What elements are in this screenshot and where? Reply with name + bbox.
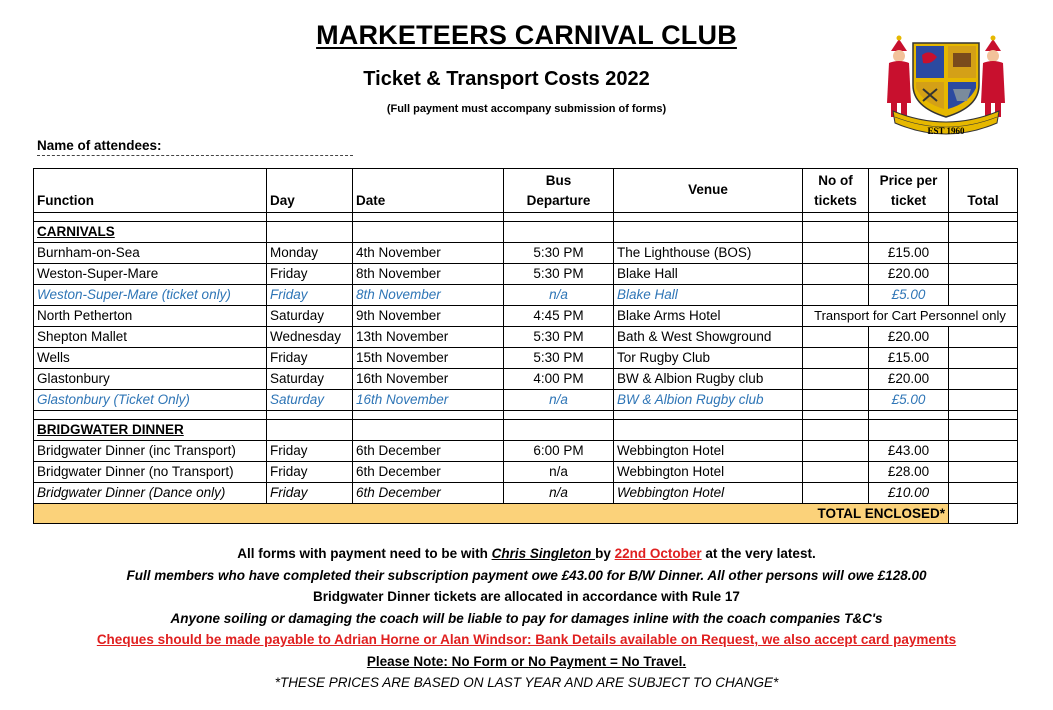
footer-rule17: Bridgwater Dinner tickets are allocated in accordance with Rule 17 bbox=[313, 589, 740, 604]
tickets-cell[interactable] bbox=[803, 441, 869, 462]
total-enclosed-label: TOTAL ENCLOSED* bbox=[34, 504, 949, 524]
total-row bbox=[34, 504, 1018, 524]
table-header-row bbox=[34, 169, 1018, 213]
total-cell[interactable] bbox=[949, 348, 1018, 369]
tickets-cell[interactable] bbox=[803, 285, 869, 306]
table-row: Shepton Mallet Wednesday 13th November 5:30 PM Bath & West Showground £20.00 bbox=[34, 327, 1018, 348]
table-row: Bridgwater Dinner (Dance only) Friday 6th December n/a Webbington Hotel £10.00 bbox=[34, 483, 1018, 504]
tickets-cell[interactable] bbox=[803, 348, 869, 369]
est-text: EST 1960 bbox=[927, 126, 965, 136]
total-cell[interactable] bbox=[949, 390, 1018, 411]
right-jester-figure bbox=[981, 36, 1005, 118]
table-row: Wells Friday 15th November 5:30 PM Tor Rugby Club £15.00 bbox=[34, 348, 1018, 369]
total-cell[interactable] bbox=[949, 264, 1018, 285]
table-row: Bridgwater Dinner (inc Transport) Friday 6th December 6:00 PM Webbington Hotel £43.00 bbox=[34, 441, 1018, 462]
transport-only-note: Transport for Cart Personnel only bbox=[803, 306, 1018, 327]
payment-note: (Full payment must accompany submission of forms) bbox=[386, 103, 667, 115]
table-row: Bridgwater Dinner (no Transport) Friday 6th December n/a Webbington Hotel £28.00 bbox=[34, 462, 1018, 483]
tickets-cell[interactable] bbox=[803, 483, 869, 504]
col-function: Function bbox=[34, 169, 267, 213]
table-row: North Petherton Saturday 9th November 4:45 PM Blake Arms Hotel Transport for Cart Personnel only bbox=[34, 306, 1018, 327]
page-subtitle: Ticket & Transport Costs 2022 bbox=[363, 68, 650, 90]
col-day: Day bbox=[267, 169, 353, 213]
section-carnivals: CARNIVALS bbox=[34, 222, 1018, 243]
footer-members-note: Full members who have completed their subscription payment owe £43.00 for B/W Dinner. All other persons will owe £128.00 bbox=[126, 568, 927, 583]
col-no-tickets: No of tickets bbox=[803, 169, 869, 213]
total-cell[interactable] bbox=[949, 441, 1018, 462]
table-row: Burnham-on-Sea Monday 4th November 5:30 PM The Lighthouse (BOS) £15.00 bbox=[34, 243, 1018, 264]
footer-cheques-note: Cheques should be made payable to Adrian Horne or Alan Windsor: Bank Details available on Request, we also accept card payments bbox=[96, 632, 957, 647]
col-total: Total bbox=[949, 169, 1018, 213]
table-row: Weston-Super-Mare (ticket only) Friday 8th November n/a Blake Hall £5.00 bbox=[34, 285, 1018, 306]
footer-deadline: All forms with payment need to be with Chris Singleton by 22nd October at the very latest. bbox=[237, 546, 816, 561]
tickets-cell[interactable] bbox=[803, 327, 869, 348]
total-cell[interactable] bbox=[949, 327, 1018, 348]
table-row: Glastonbury (Ticket Only) Saturday 16th November n/a BW & Albion Rugby club £5.00 bbox=[34, 390, 1018, 411]
col-bus-departure: Bus Departure bbox=[504, 169, 614, 213]
ticket-table bbox=[33, 168, 1018, 524]
tickets-cell[interactable] bbox=[803, 462, 869, 483]
section-bridgwater-dinner: BRIDGWATER DINNER bbox=[34, 420, 1018, 441]
tickets-cell[interactable] bbox=[803, 264, 869, 285]
table-row: Weston-Super-Mare Friday 8th November 5:30 PM Blake Hall £20.00 bbox=[34, 264, 1018, 285]
col-venue: Venue bbox=[614, 169, 803, 213]
tickets-cell[interactable] bbox=[803, 243, 869, 264]
tickets-cell[interactable] bbox=[803, 390, 869, 411]
footer-no-travel: Please Note: No Form or No Payment = No Travel. bbox=[366, 654, 687, 669]
footer-disclaimer: *THESE PRICES ARE BASED ON LAST YEAR AND ARE SUBJECT TO CHANGE* bbox=[274, 675, 779, 690]
total-cell[interactable] bbox=[949, 369, 1018, 390]
total-cell[interactable] bbox=[949, 483, 1018, 504]
col-date: Date bbox=[353, 169, 504, 213]
footer-damage-note: Anyone soiling or damaging the coach will be liable to pay for damages inline with the coach companies T&C's bbox=[170, 611, 883, 626]
left-jester-figure bbox=[887, 36, 911, 118]
total-cell[interactable] bbox=[949, 462, 1018, 483]
tickets-cell[interactable] bbox=[803, 369, 869, 390]
total-cell[interactable] bbox=[949, 285, 1018, 306]
page-title: MARKETEERS CARNIVAL CLUB bbox=[316, 20, 737, 50]
shield bbox=[913, 43, 979, 117]
total-cell[interactable] bbox=[949, 243, 1018, 264]
table-row: Glastonbury Saturday 16th November 4:00 PM BW & Albion Rugby club £20.00 bbox=[34, 369, 1018, 390]
attendees-label: Name of attendees: bbox=[37, 138, 353, 156]
total-enclosed-cell[interactable] bbox=[949, 504, 1018, 524]
col-price: Price per ticket bbox=[869, 169, 949, 213]
club-crest-logo bbox=[885, 33, 1007, 137]
